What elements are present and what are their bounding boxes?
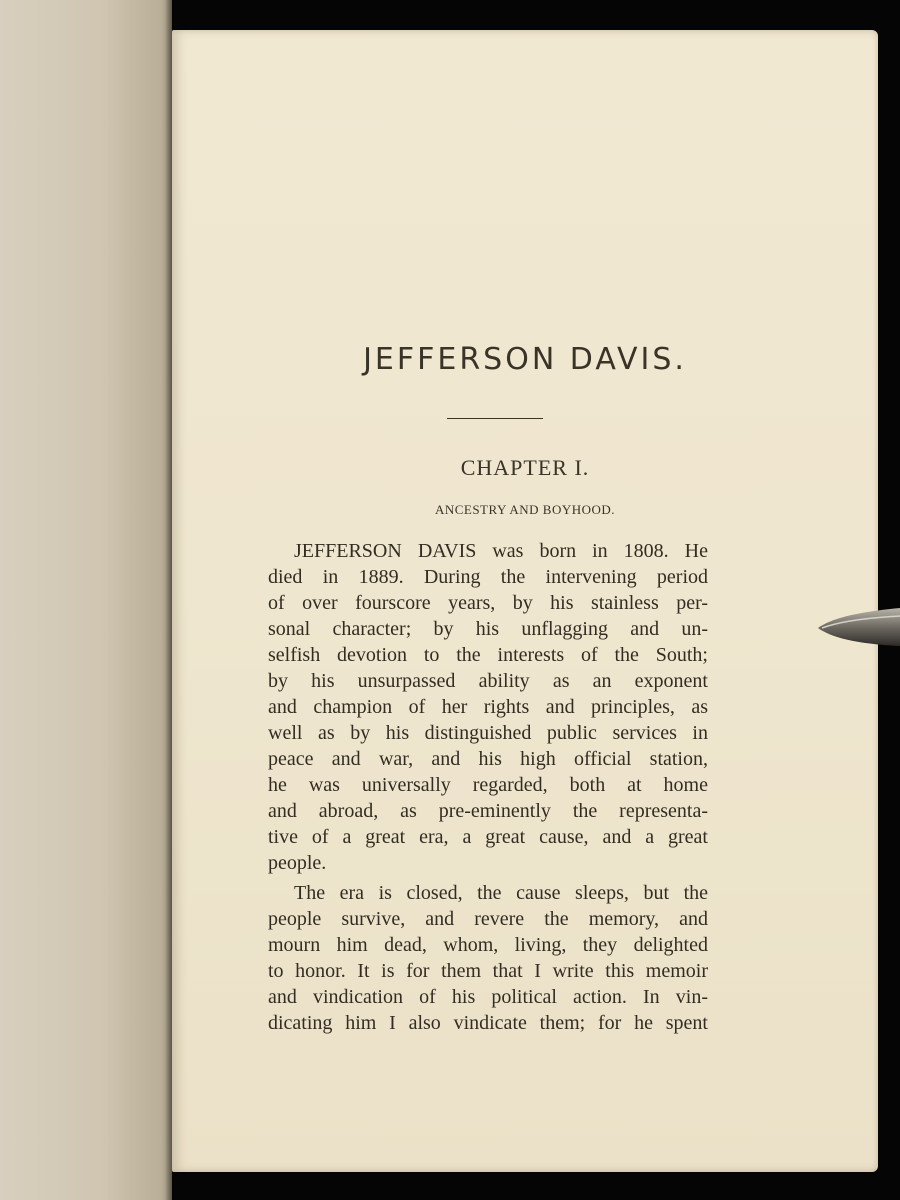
- text-line: well as by his distinguished public services in: [268, 722, 708, 744]
- text-line: died in 1889. During the intervening period: [268, 566, 708, 588]
- body-text: [268, 538, 708, 1036]
- text-line: people survive, and revere the memory, and: [268, 908, 708, 930]
- right-page: [172, 30, 878, 1172]
- text-line: The era is closed, the cause sleeps, but the: [294, 882, 708, 904]
- text-line: selfish devotion to the interests of the South;: [268, 644, 708, 666]
- text-line: he was universally regarded, both at home: [268, 774, 708, 796]
- title-divider-rule: [447, 418, 543, 419]
- text-line: and abroad, as pre-eminently the representa-: [268, 800, 708, 822]
- left-page: [0, 0, 172, 1200]
- text-line: and champion of her rights and principles, as: [268, 696, 708, 718]
- chapter-subtitle: ANCESTRY AND BOYHOOD.: [434, 502, 616, 517]
- bookmark-ribbon: [818, 604, 900, 650]
- text-line: by his unsurpassed ability as an exponent: [268, 670, 708, 692]
- text-line: of over fourscore years, by his stainless per-: [268, 592, 708, 614]
- text-line: dicating him I also vindicate them; for he spent: [268, 1012, 708, 1034]
- text-line: and vindication of his political action. In vin-: [268, 986, 708, 1008]
- text-line: tive of a great era, a great cause, and a great: [268, 826, 708, 848]
- text-line: sonal character; by his unflagging and un-: [268, 618, 708, 640]
- text-line: JEFFERSON DAVIS was born in 1808. He: [294, 540, 708, 562]
- text-line: peace and war, and his high official station,: [268, 748, 708, 770]
- text-line: people.: [268, 852, 327, 874]
- running-title: JEFFERSON DAVIS.: [363, 342, 687, 377]
- text-line: to honor. It is for them that I write this memoir: [268, 960, 708, 982]
- text-line: mourn him dead, whom, living, they delighted: [268, 934, 708, 956]
- chapter-heading: CHAPTER I.: [460, 455, 590, 480]
